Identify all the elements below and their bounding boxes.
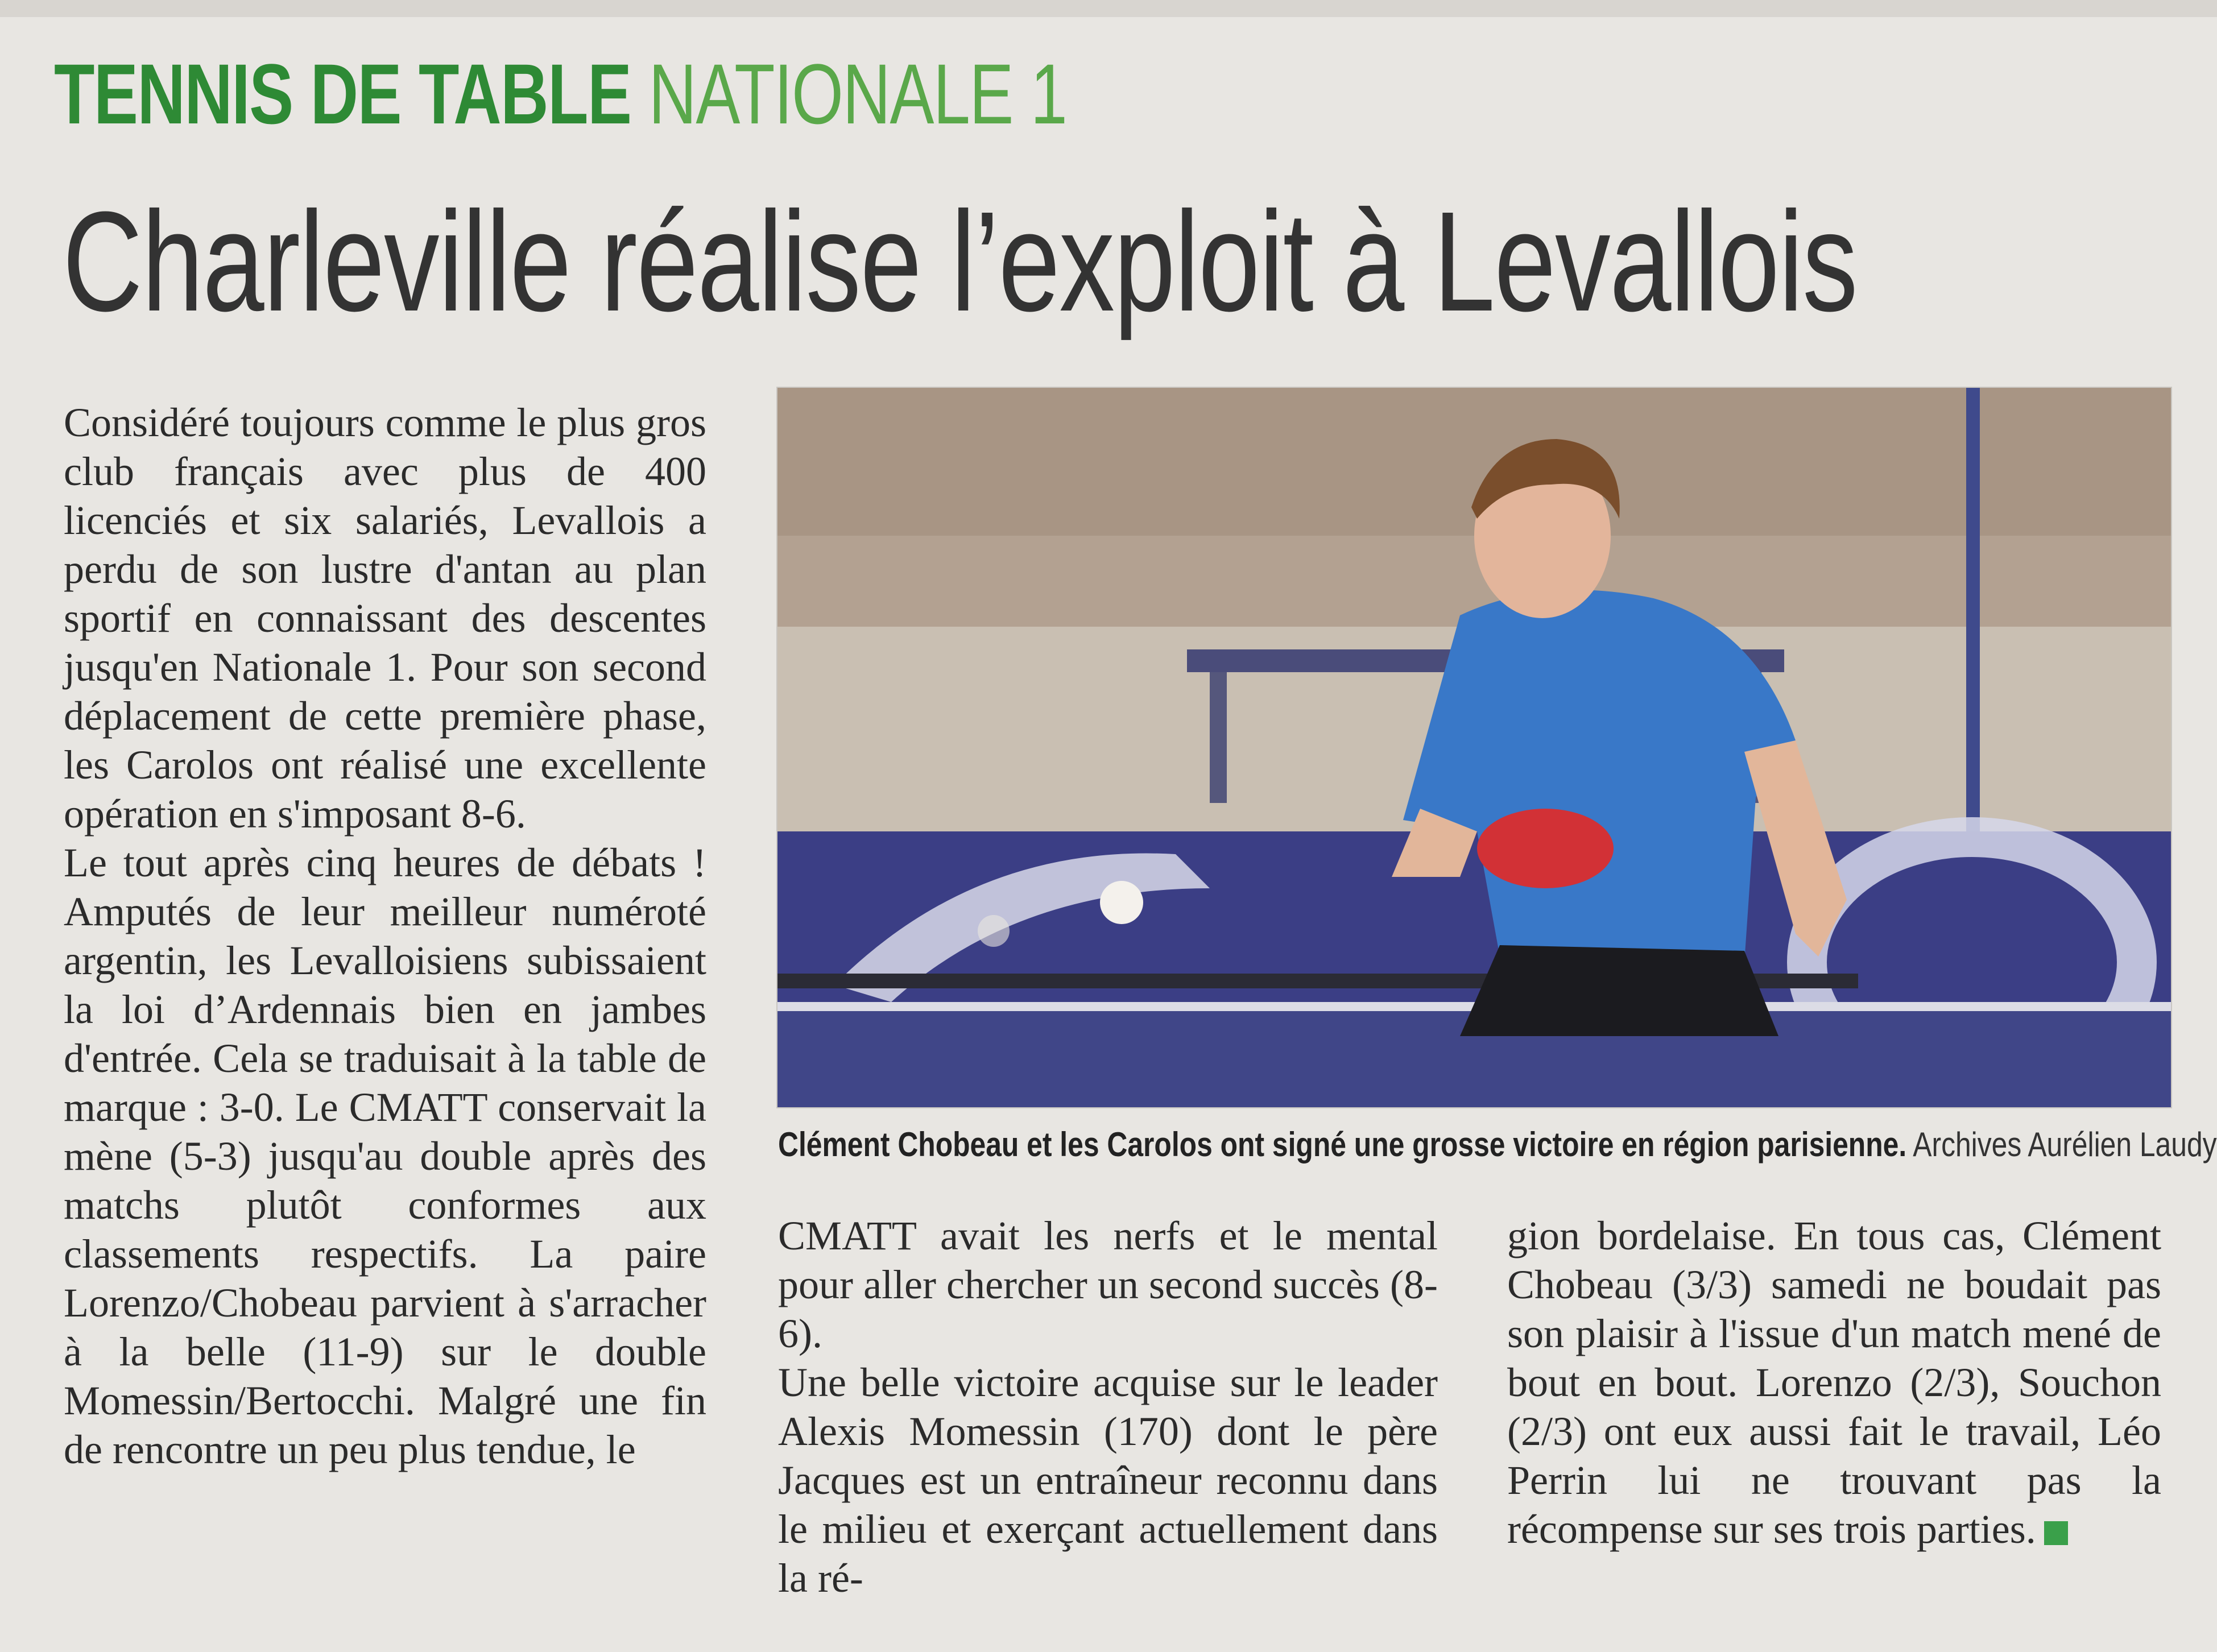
section-kicker bbox=[54, 40, 1066, 148]
kicker-sport: TENNIS DE TABLE bbox=[54, 46, 631, 142]
paragraph: Le tout après cinq heures de débats ! Amputés de leur meilleur numéroté argentin, les Levalloisiens subissaient la loi d’Ardennais bien en jambes d'entrée. Cela se traduisait à la table de marque : 3-0. Le CMATT conservait la mène (5-3) jusqu'au double après des matchs plutôt conformes aux classements respectifs. La paire Lorenzo/Chobeau parvient à s'arracher à la belle (11-9) sur le double Momessin/Bertocchi. Malgré une fin de rencontre un peu plus tendue, le bbox=[64, 840, 706, 1472]
paragraph: Considéré toujours comme le plus gros club français avec plus de 400 licenciés et six salariés, Levallois a perdu de son lustre d'antan au plan sportif en connaissant des descentes jusqu'en Nationale 1. Pour son second déplacement de cette première phase, les Carolos ont réalisé une excellente opération en s'imposant 8-6. bbox=[64, 400, 706, 837]
article-column-2 bbox=[778, 1211, 1438, 1603]
end-of-article-mark bbox=[2044, 1521, 2068, 1545]
paragraph: Une belle victoire acquise sur le leader Alexis Momessin (170) dont le père Jacques est un entraîneur reconnu dans le milieu et exerçant actuellement dans la ré- bbox=[778, 1360, 1438, 1601]
paragraph: gion bordelaise. En tous cas, Clément Chobeau (3/3) samedi ne boudait pas son plaisir à l'issue d'un match mené de bout en bout. Lorenzo (2/3), Souchon (2/3) ont eux aussi fait le travail, Léo Perrin lui ne trouvant pas la récompense sur ses trois parties. bbox=[1507, 1213, 2161, 1552]
photo-credit: Archives Aurélien Laudy bbox=[1913, 1125, 2217, 1164]
article-headline: Charleville réalise l’exploit à Levallois bbox=[63, 182, 1858, 341]
photo-illustration bbox=[777, 388, 2171, 1107]
article-column-3 bbox=[1507, 1211, 2161, 1554]
paragraph: CMATT avait les nerfs et le mental pour aller chercher un second succès (8-6). bbox=[778, 1213, 1438, 1356]
page-top-strip bbox=[0, 0, 2217, 17]
article-column-1 bbox=[64, 398, 706, 1474]
caption-text: Clément Chobeau et les Carolos ont signé une grosse victoire en région parisienne. bbox=[778, 1125, 1907, 1164]
article-photo bbox=[776, 387, 2172, 1108]
kicker-division: NATIONALE 1 bbox=[648, 46, 1067, 142]
photo-caption bbox=[778, 1117, 2217, 1171]
paragraph-final bbox=[1507, 1211, 2161, 1554]
